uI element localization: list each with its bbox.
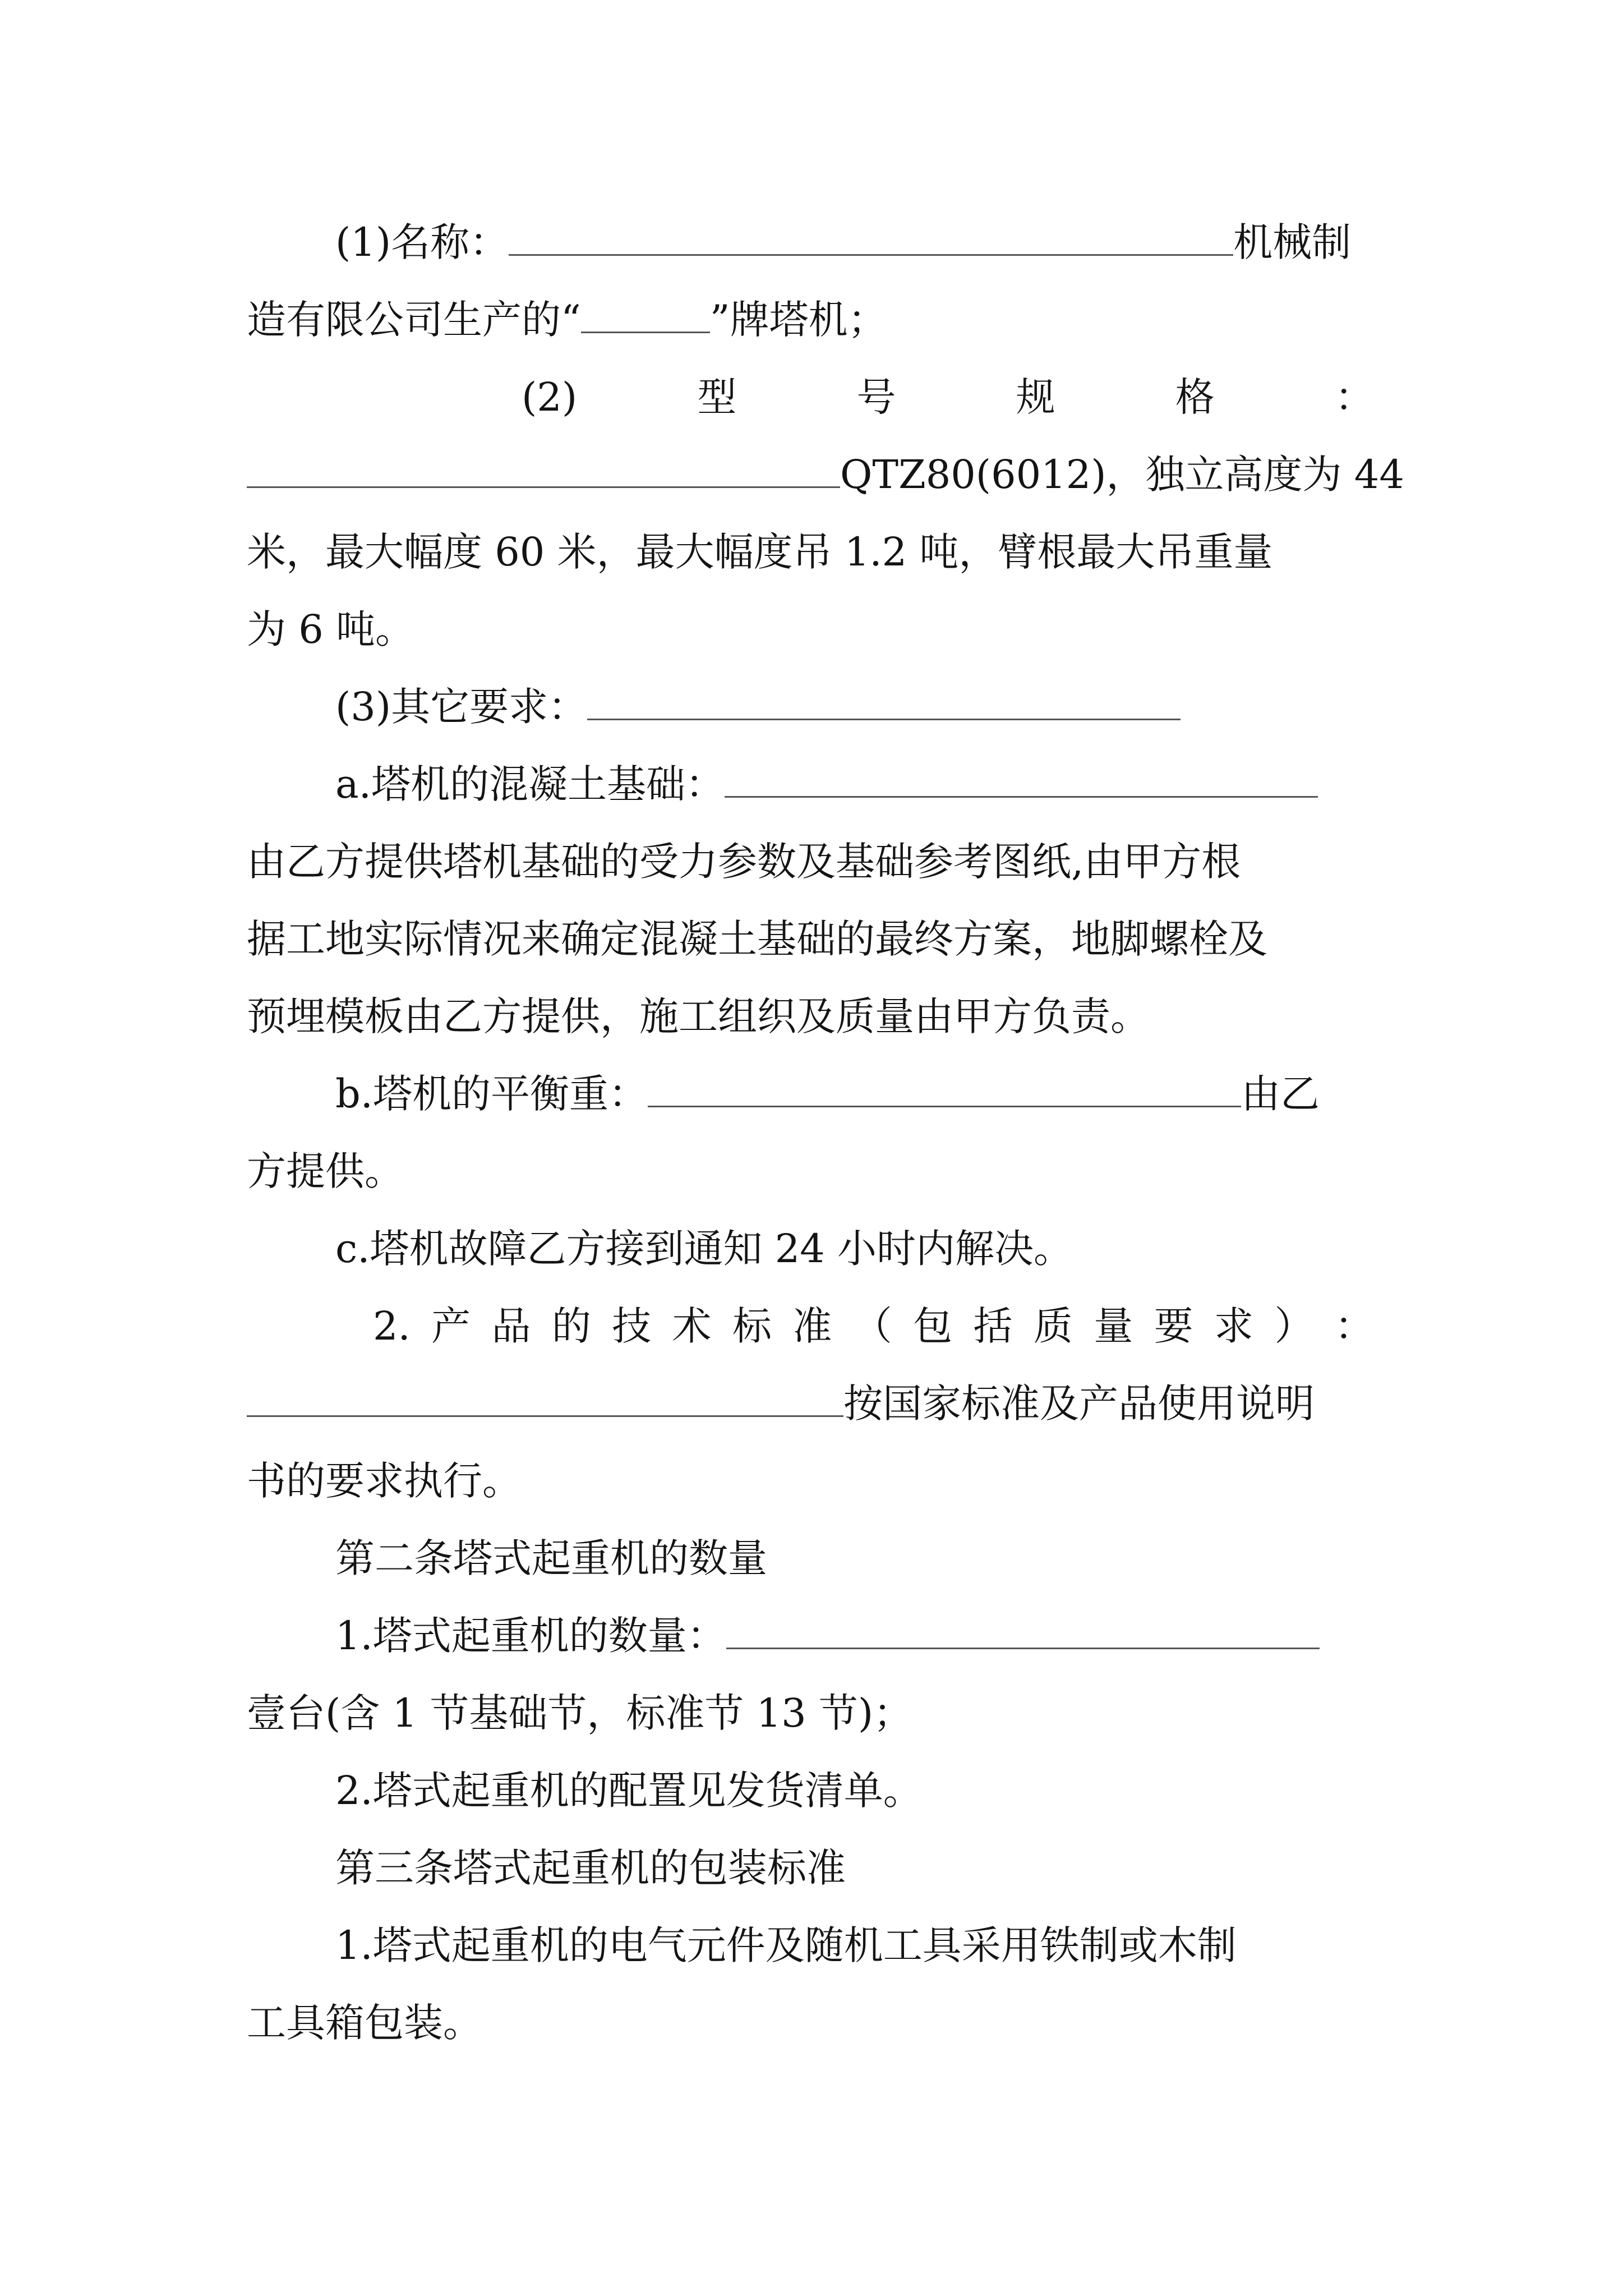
line-text: 为 6 吨。 xyxy=(247,606,415,652)
line-quantity xyxy=(335,1602,1320,1669)
line-brand xyxy=(247,286,887,353)
spread-char: 准 xyxy=(792,1303,832,1349)
blank-field xyxy=(509,219,1233,256)
line-other-requirements xyxy=(335,673,1181,740)
line-text: 1.塔式起重机的电气元件及随机工具采用铁制或木制 xyxy=(335,1922,1237,1968)
spread-char: 包 xyxy=(913,1303,953,1349)
line-text: 预埋模板由乙方提供，施工组织及质量由甲方负责。 xyxy=(247,993,1150,1039)
spread-char: 量 xyxy=(1094,1303,1133,1349)
blank-field xyxy=(726,1613,1320,1649)
line-text: 2.塔式起重机的配置见发货清单。 xyxy=(335,1768,923,1814)
spread-char: 品 xyxy=(491,1303,531,1349)
line-tech-standard xyxy=(247,1370,1315,1437)
spread-char: 要 xyxy=(1154,1303,1193,1349)
text: 按国家标准及产品使用说明 xyxy=(843,1381,1315,1427)
text: ”牌塔机； xyxy=(709,297,887,343)
spread-char: 格 xyxy=(1175,374,1215,420)
text: 造有限公司生产的“ xyxy=(247,297,581,343)
text: 机械制 xyxy=(1233,219,1352,265)
blank-field xyxy=(587,684,1181,720)
spread-char: 括 xyxy=(973,1303,1013,1349)
line-foundation xyxy=(335,751,1318,818)
line-text: 米，最大幅度 60 米，最大幅度吊 1.2 吨，臂根最大吊重量 xyxy=(247,529,1273,575)
spread-char: ： xyxy=(1334,1303,1374,1349)
line-model-spec-heading xyxy=(247,364,1374,431)
line-text: 书的要求执行。 xyxy=(247,1458,522,1504)
spread-char: ） xyxy=(1274,1303,1314,1349)
spread-char: 规 xyxy=(1016,374,1055,420)
spread-char: 型 xyxy=(697,374,737,420)
blank-field xyxy=(581,297,710,333)
text: QTZ80(6012)，独立高度为 44 xyxy=(840,452,1404,498)
spread-char: 技 xyxy=(612,1303,652,1349)
text: 1.塔式起重机的数量： xyxy=(335,1613,726,1659)
section-heading: 第三条塔式起重机的包装标准 xyxy=(335,1845,846,1891)
blank-field xyxy=(648,1071,1241,1107)
text: a.塔机的混凝土基础： xyxy=(335,761,725,807)
blank-field xyxy=(247,1381,843,1417)
line-text: 据工地实际情况来确定混凝土基础的最终方案，地脚螺栓及 xyxy=(247,916,1267,962)
spread-char: 的 xyxy=(551,1303,591,1349)
text: (3)其它要求： xyxy=(335,684,588,730)
spread-char: 术 xyxy=(672,1303,712,1349)
line-model xyxy=(247,441,1404,508)
spread-char: （ xyxy=(852,1303,892,1349)
line-name-label xyxy=(335,209,1351,276)
line-text: 壹台(含 1 节基础节，标准节 13 节)； xyxy=(247,1690,913,1736)
line-text: c.塔机故障乙方接到通知 24 小时内解决。 xyxy=(335,1226,1073,1272)
spread-char: ： xyxy=(1334,374,1374,420)
spread-char: 产 xyxy=(431,1303,471,1349)
line-text: 工具箱包装。 xyxy=(247,2000,482,2046)
spread-char: 号 xyxy=(856,374,896,420)
line-tech-standard-heading xyxy=(247,1292,1374,1360)
spread-char: (2) xyxy=(522,374,578,420)
blank-field xyxy=(725,761,1318,798)
line-text: 由乙方提供塔机基础的受力参数及基础参考图纸,由甲方根 xyxy=(247,839,1241,885)
text: b.塔机的平衡重： xyxy=(335,1071,648,1117)
text: (1)名称： xyxy=(335,219,509,265)
blank-field xyxy=(247,452,840,488)
line-counterweight xyxy=(335,1060,1320,1128)
section-heading: 第二条塔式起重机的数量 xyxy=(335,1535,767,1581)
text: 由乙 xyxy=(1241,1071,1320,1117)
spread-char: 质 xyxy=(1033,1303,1073,1349)
spread-char: 2. xyxy=(373,1303,411,1349)
line-text: 方提供。 xyxy=(247,1148,404,1194)
spread-char: 求 xyxy=(1214,1303,1254,1349)
spread-char: 标 xyxy=(732,1303,772,1349)
